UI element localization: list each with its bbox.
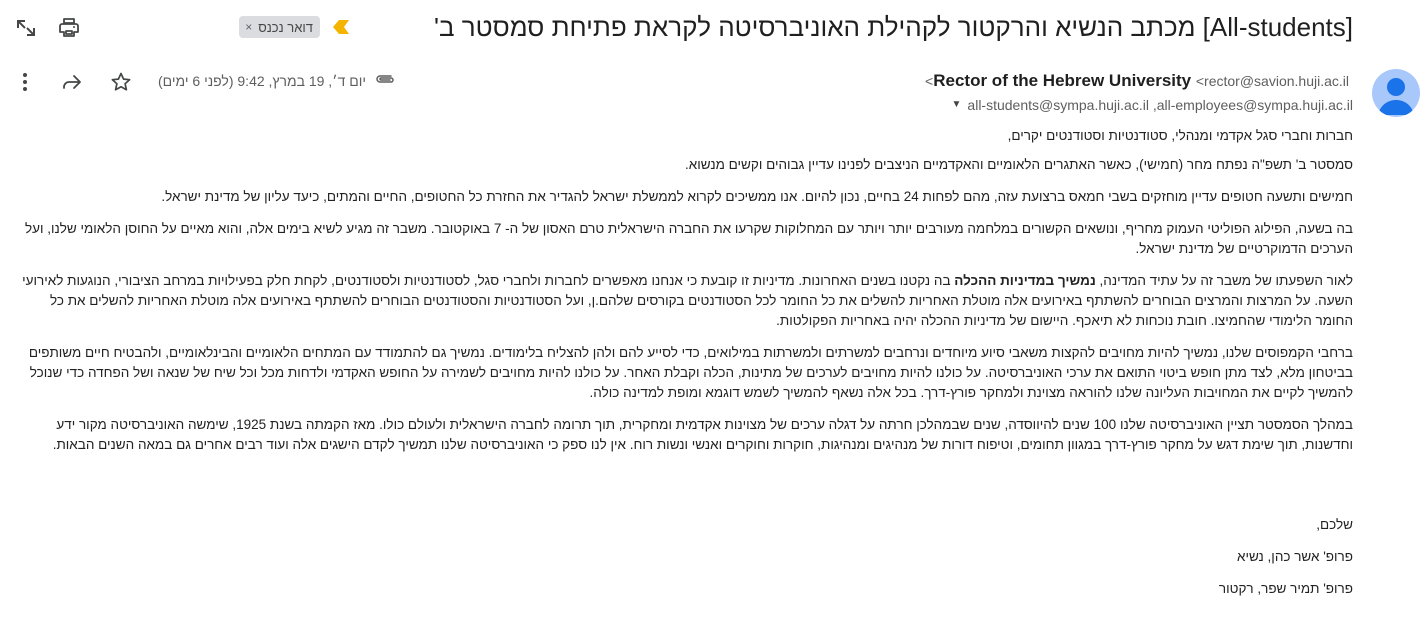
recipients-text: all-students@sympa.huji.ac.il ,all-employees@sympa.huji.ac.il bbox=[967, 97, 1353, 113]
attachment-icon bbox=[374, 70, 396, 92]
remove-label-icon[interactable]: × bbox=[245, 20, 253, 34]
paragraph bbox=[16, 271, 1353, 331]
paragraph-bold-text: נמשיך במדיניות ההכלה bbox=[954, 273, 1096, 288]
signature-rector: פרופ' תמיר שפר, רקטור bbox=[1218, 581, 1353, 596]
star-icon[interactable] bbox=[109, 70, 133, 94]
closing: שלכם, bbox=[1316, 517, 1353, 532]
paragraph: חמישים ותשעה חטופים עדיין מוחזקים בשבי חמאס ברצועת עזה, מהם לפחות 24 בחיים, נכון להיום. אנו ממשיכים לקרוא לממשלת ישראל להגדיר את החזרת כל החטופים, החיים והמתים, כיעד עליון של מדינת ישראל. bbox=[161, 189, 1353, 204]
greeting: חברות וחברי סגל אקדמי ומנהלי, סטודנטיות וסטודנטים יקרים, bbox=[1007, 128, 1353, 143]
sender bbox=[925, 70, 1353, 92]
paragraph: ברחבי הקמפוסים שלנו, נמשיך להיות מחויבים להקצות משאבי סיוע מיוחדים ונרחבים למשרתים ולמשרתות במילואים, כדי לסייע להם ולהן להצליח בלימודים. נמשיך גם להתמודד עם המתחים הלאומיים והבינלאומיים, ולהבטיח חיים משותפים בביטחון מלא, לצד מתן חופש ביטוי התואם את ערכי האוניברסיטה. על כולנו להיות מחויבים לערכים של מתינות, הכלה וקבלת האחר. על כולנו להיות מחויבים לשמירה על החופש האקדמי ולדחות מכל וכל שיח של שנאה ושל הפחדה כדי שנוכל להמשיך לקיים את המחויבות העליונה שלנו להוראה מצוינת ולמחקר פורץ-דרך. בכל אלה נשאף להמשיך לשמש דוגמא ומופת למדינה כולה. bbox=[28, 345, 1353, 400]
sender-name[interactable]: Rector of the Hebrew University bbox=[933, 71, 1192, 90]
message-body bbox=[16, 126, 1353, 611]
subject-bar bbox=[0, 0, 1426, 56]
signature-president: פרופ' אשר כהן, נשיא bbox=[1236, 549, 1353, 564]
recipients bbox=[952, 95, 1353, 115]
print-icon[interactable] bbox=[57, 16, 81, 40]
message-meta bbox=[158, 70, 396, 92]
show-details-caret-icon[interactable]: ▼ bbox=[951, 99, 962, 110]
message-date: יום ד׳, 19 במרץ, 9:42 (לפני 6 ימים) bbox=[158, 73, 367, 89]
importance-marker-icon[interactable] bbox=[333, 20, 349, 34]
sender-email: <rector@savion.huji.ac.il> bbox=[925, 73, 1349, 89]
paragraph: בה בשעה, הפילוג הפוליטי העמוק מחריף, ונושאים הקשורים במלחמה מעורבים יותר ויותר עם המחלוקות שקרעו את החברה הישראלית טרם האסון של ה- 7 באוקטובר. משבר זה מגיע לשיא בימים אלה, והוא מאיים על החוסן הלאומי שלנו, ועל הערכים הדמוקרטיים של מדינת ישראל. bbox=[24, 221, 1353, 256]
paragraph-text: בה נקטנו בשנים האחרונות. מדיניות זו קובעת כי אנחנו מאפשרים לחברות ולחברי סגל, לסטודנטיות ולסטודנטים, לקחת חלק בפעילויות במרחב הציבורי, הנוגעות לאירועי השעה. על המרצות והמרצים הבוחרים להשתתף באירועים אלה מוטלת האחריות להשלים את כל החומר לכל הסטודנטים בקורסים שלהם.ן, ועל הסטודנטיות והסטודנטים הבוחרים להשתתף באירועים אלה מוטלת האחריות להשלים את כל החומר הלימודי שהחמיצו. חובת נוכחות לא תיאכף. היישום של מדיניות ההכלה יהיה באחריות הפקולטות. bbox=[22, 273, 1353, 328]
inbox-label-chip[interactable] bbox=[239, 16, 320, 38]
paragraph: במהלך הסמסטר תציין האוניברסיטה שלנו 100 שנים להיווסדה, שנים שבמהלכן חרתה על דגלה ערכים של מצוינות אקדמית ומחקרית, תוך תרומה לחברה הישראלית ולעולם כולו. מאז הקמתה בשנת 1925, שימשה האוניברסיטה מקור ידע וחדשנות, תוך שימת דגש על מחקר פורץ-דרך במגוון תחומים, וטיפוח דורות של מנהיגים ומנהיגות, חוקרות וחוקרים ואנשי ונשות רוח. אין לנו ספק כי האוניברסיטה שלנו תמשיך לקדם הישגים אלה ועוד רבים אחרים גם במאה השנים הבאות. bbox=[52, 417, 1353, 452]
spacer bbox=[16, 467, 1353, 515]
paragraph: סמסטר ב' תשפ"ה נפתח מחר (חמישי), כאשר האתגרים הלאומיים והאקדמיים הניצבים לפנינו עדיין גבוהים וקשים מנשוא. bbox=[685, 157, 1353, 172]
email-subject: [All-students] מכתב הנשיא והרקטור לקהילת האוניברסיטה לקראת פתיחת סמסטר ב' bbox=[434, 12, 1353, 42]
label-text: דואר נכנס bbox=[258, 19, 313, 35]
open-in-new-window-icon[interactable] bbox=[14, 16, 38, 40]
person-avatar-icon[interactable] bbox=[1372, 69, 1420, 117]
reply-icon[interactable] bbox=[60, 70, 84, 94]
more-vertical-icon[interactable] bbox=[13, 70, 37, 94]
paragraph-text: לאור השפעתו של משבר זה על עתיד המדינה, bbox=[1095, 273, 1353, 288]
